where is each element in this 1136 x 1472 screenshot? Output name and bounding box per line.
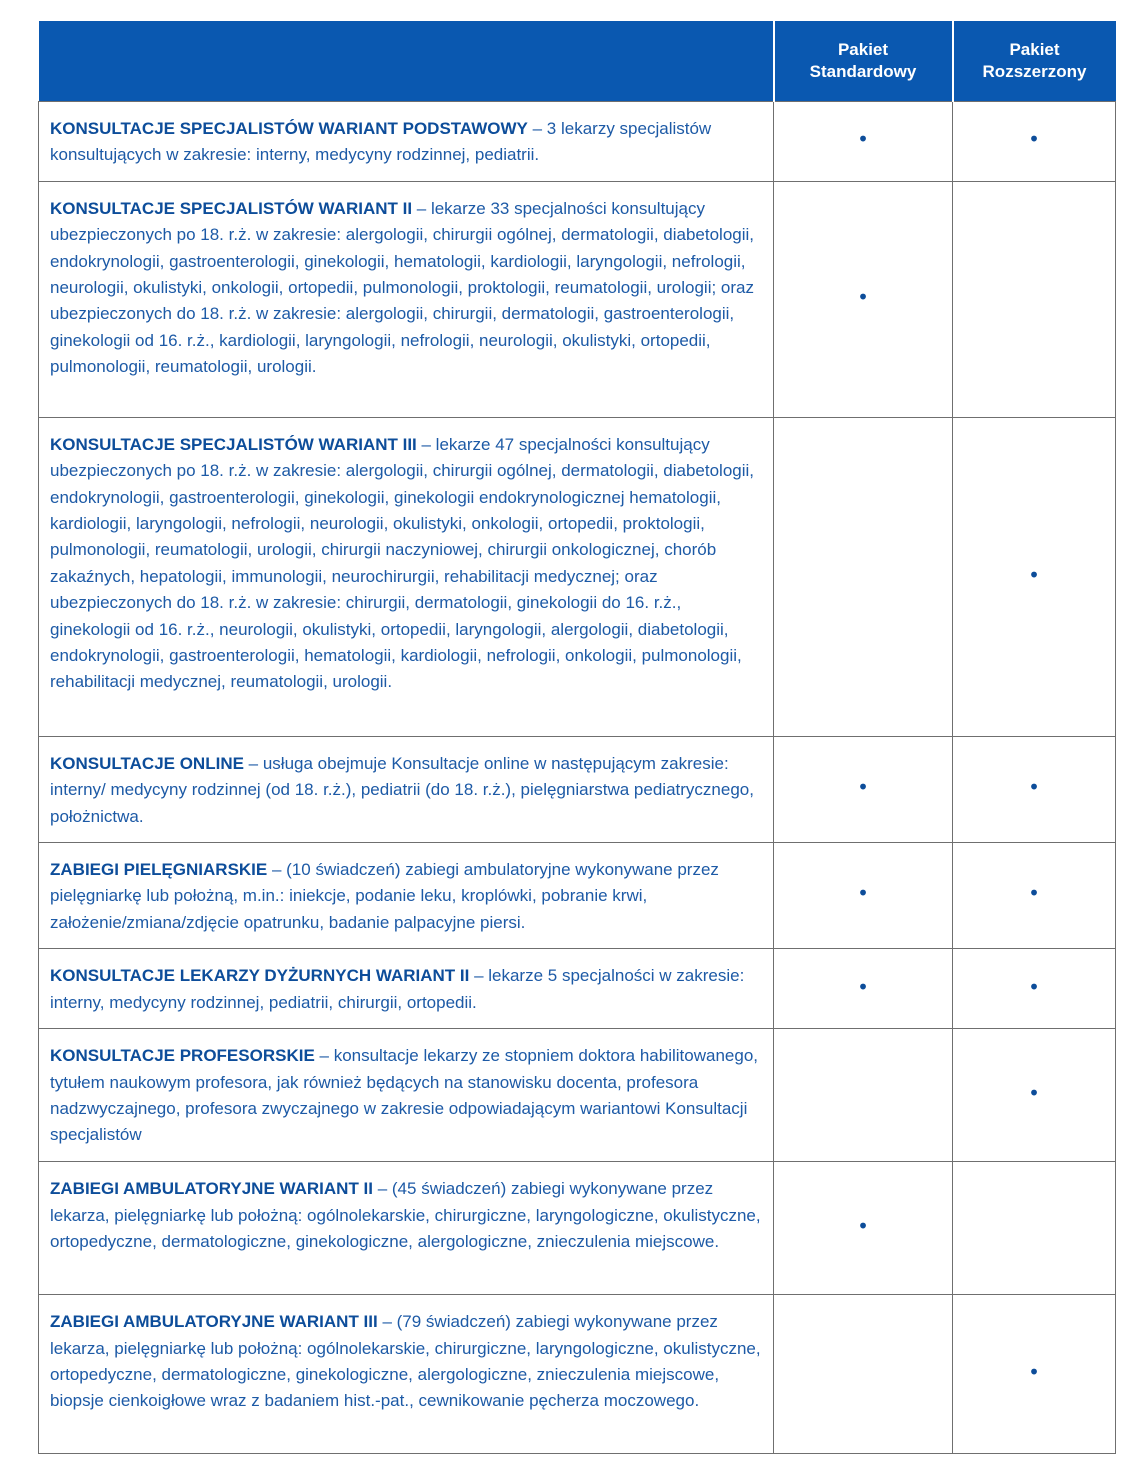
extended-cell: [953, 1029, 1116, 1162]
row-title: KONSULTACJE ONLINE: [50, 753, 244, 773]
standard-cell: [774, 1295, 953, 1454]
standard-cell: [774, 417, 953, 736]
standard-mark: •: [857, 285, 869, 310]
row-title: KONSULTACJE SPECJALISTÓW WARIANT II: [50, 198, 413, 218]
header-row: [39, 21, 1116, 102]
row-description: [39, 1029, 774, 1162]
row-title: KONSULTACJE SPECJALISTÓW WARIANT PODSTAWOWY: [50, 119, 528, 138]
standard-cell: [774, 949, 953, 1029]
extended-mark: •: [1028, 562, 1040, 587]
row-text: – (45 świadczeń) zabiegi wykonywane przez lekarza, pielęgniarkę lub położną: ogólnolekarskie, chirurgiczne, laryngologiczne, okulistyczne, ortopedyczne, dermatologiczne, ginekologiczne, alergologiczne, znieczulenia miejscowe.: [50, 1179, 761, 1252]
extended-mark: •: [1028, 881, 1040, 906]
table-row: [39, 1029, 1116, 1162]
row-description: [39, 181, 774, 417]
extended-cell: [953, 843, 1116, 949]
row-title: ZABIEGI AMBULATORYJNE WARIANT III: [50, 1312, 378, 1332]
table-row: [39, 181, 1116, 417]
row-title: ZABIEGI PIELĘGNIARSKIE: [50, 860, 268, 880]
row-description: [39, 1162, 774, 1295]
row-title: KONSULTACJE LEKARZY DYŻURNYCH WARIANT II: [50, 966, 470, 986]
row-title: KONSULTACJE SPECJALISTÓW WARIANT III: [50, 434, 417, 454]
extended-cell: [953, 102, 1116, 182]
header-description: [39, 21, 774, 102]
extended-cell: [953, 949, 1116, 1029]
table-header: [39, 21, 1116, 102]
row-description: [39, 949, 774, 1029]
row-text: – lekarze 47 specjalności konsultujący ubezpieczonych po 18. r.ż. w zakresie: alergologii, chirurgii ogólnej, dermatologii, diabetologii, endokrynologii, gastroenterologii, ginekologii, ginekologii endokrynologicznej hematologii, kardiologii, laryngologii, nefrologii, neurologii, okulistyki, onkologii, ortopedii, proktologii, pulmonologii, reumatologii, urologii, chirurgii naczyniowej, chirurgii onkologicznej, chorób zakaźnych, hepatologii, immunologii, neurochirurgii, rehabilitacji medycznej; oraz ubezpieczonych do 18. r.ż. w zakresie: chirurgii, dermatologii, ginekologii do 16. r.ż., ginekologii od 16. r.ż., neurologii, okulistyki, ortopedii, laryngologii, alergologii, diabetologii, endokrynologii, gastroenterologii, hematologii, kardiologii, nefrologii, onkologii, pulmonologii, rehabilitacji medycznej, reumatologii, urologii.: [50, 434, 755, 692]
standard-mark: •: [857, 881, 869, 906]
row-text: – lekarze 33 specjalności konsultujący ubezpieczonych po 18. r.ż. w zakresie: alergologii, chirurgii ogólnej, dermatologii, diabetologii, endokrynologii, gastroenterologii, ginekologii, hematologii, kardiologii, laryngologii, nefrologii, neurologii, okulistyki, onkologii, ortopedii, pulmonologii, proktologii, reumatologii, urologii; oraz ubezpieczonych do 18. r.ż. w zakresie: alergologii, chirurgii, dermatologii, gastroenterologii, ginekologii od 16. r.ż., kardiologii, laryngologii, nefrologii, neurologii, okulistyki, ortopedii, pulmonologii, reumatologii, urologii.: [50, 198, 755, 377]
package-comparison-table: [38, 21, 1116, 1454]
standard-cell: [774, 736, 953, 842]
standard-mark: •: [857, 127, 869, 152]
standard-cell: [774, 181, 953, 417]
standard-cell: [774, 1029, 953, 1162]
header-standard-package: Pakiet Standardowy: [774, 21, 953, 102]
row-text: – konsultacje lekarzy ze stopniem doktora habilitowanego, tytułem naukowym profesora, jak również będących na stanowisku docenta, profesora nadzwyczajnego, profesora zwyczajnego w zakresie odpowiadającym wariantowi Konsultacji specjalistów: [50, 1046, 758, 1145]
extended-mark: •: [1028, 1081, 1040, 1106]
extended-mark: •: [1028, 127, 1040, 152]
row-description: [39, 102, 774, 182]
extended-mark: •: [1028, 1360, 1040, 1385]
standard-mark: •: [857, 775, 869, 800]
row-text: – (79 świadczeń) zabiegi wykonywane przez lekarza, pielęgniarkę lub położną: ogólnolekarskie, chirurgiczne, laryngologiczne, okulistyczne, ortopedyczne, dermatologiczne, ginekologiczne, alergologiczne, znieczulenia miejscowe, biopsje cienkoigłowe wraz z badaniem hist.-pat., cewnikowanie pęcherza moczowego.: [50, 1312, 761, 1411]
table-body: [39, 102, 1116, 1454]
table-row: [39, 102, 1116, 182]
table-row: [39, 417, 1116, 736]
row-description: [39, 417, 774, 736]
table-row: [39, 736, 1116, 842]
standard-mark: •: [857, 974, 869, 999]
table-row: [39, 949, 1116, 1029]
header-extended-package: Pakiet Rozszerzony: [953, 21, 1116, 102]
row-title: KONSULTACJE PROFESORSKIE: [50, 1046, 315, 1066]
extended-mark: •: [1028, 974, 1040, 999]
row-text: – usługa obejmuje Konsultacje online w następującym zakresie: interny/ medycyny rodzinnej (od 18. r.ż.), pediatrii (do 18. r.ż.), pielęgniarstwa pediatrycznego, położnictwa.: [50, 753, 754, 826]
row-title: ZABIEGI AMBULATORYJNE WARIANT II: [50, 1179, 373, 1199]
row-description: [39, 843, 774, 949]
extended-cell: [953, 736, 1116, 842]
row-description: [39, 736, 774, 842]
row-text: – 3 lekarzy specjalistów konsultujących w zakresie: interny, medycyny rodzinnej, pediatrii.: [50, 119, 712, 165]
extended-cell: [953, 1295, 1116, 1454]
row-text: – lekarze 5 specjalności w zakresie: interny, medycyny rodzinnej, pediatrii, chirurgii, ortopedii.: [50, 966, 745, 1012]
extended-cell: [953, 181, 1116, 417]
extended-mark: •: [1028, 775, 1040, 800]
standard-cell: [774, 102, 953, 182]
standard-cell: [774, 843, 953, 949]
row-text: – (10 świadczeń) zabiegi ambulatoryjne wykonywane przez pielęgniarkę lub położną, m.in.: iniekcje, podanie leku, kroplówki, pobranie krwi, założenie/zmiana/zdjęcie opatrunku, badanie palpacyjne piersi.: [50, 860, 719, 932]
table-row: [39, 843, 1116, 949]
row-description: [39, 1295, 774, 1454]
standard-mark: •: [857, 1214, 869, 1239]
package-comparison-table-wrapper: [38, 21, 1115, 1454]
extended-cell: [953, 1162, 1116, 1295]
standard-cell: [774, 1162, 953, 1295]
table-row: [39, 1295, 1116, 1454]
extended-cell: [953, 417, 1116, 736]
table-row: [39, 1162, 1116, 1295]
